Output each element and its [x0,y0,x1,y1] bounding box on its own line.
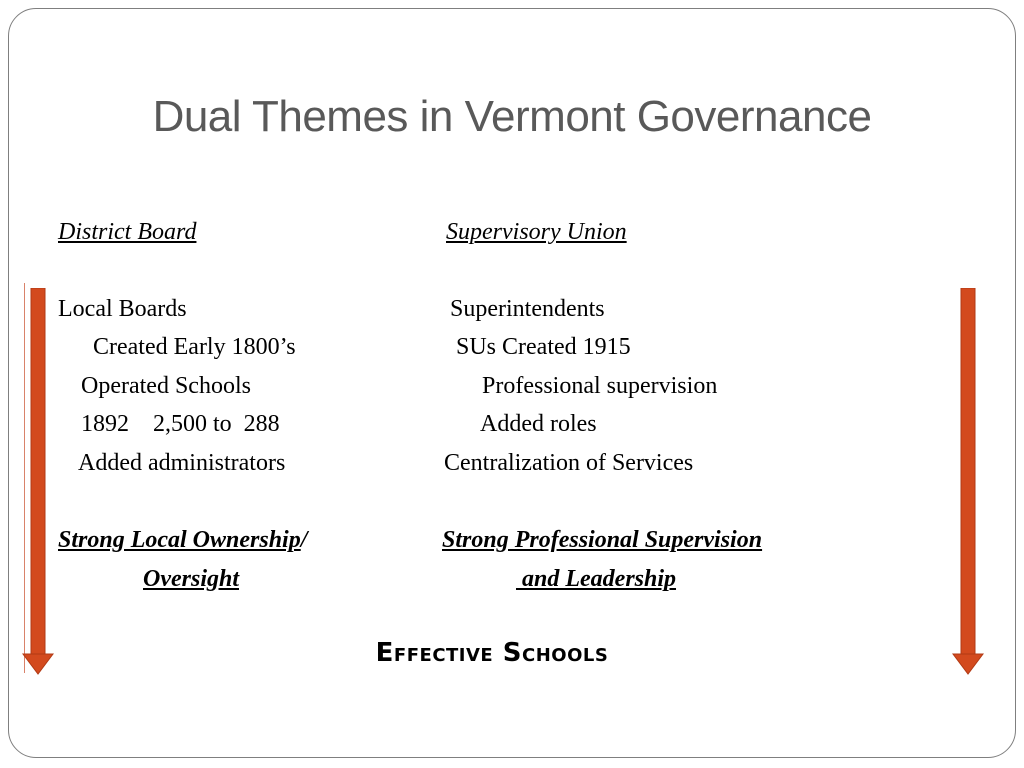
right-theme-line-1: Strong Professional Supervision [442,527,763,553]
right-line-5: Centralization of Services [444,450,694,476]
left-theme-line-1 [58,526,307,554]
left-line-1: Local Boards [58,296,187,322]
left-line-2: Created Early 1800’s [93,334,296,360]
down-arrow-left-icon [20,288,56,678]
right-theme-line-2: and Leadership [516,566,677,592]
slide-title: Dual Themes in Vermont Governance [152,92,872,141]
effective-schools-heading: Effective Schools [375,638,609,668]
right-line-1: Superintendents [450,296,605,322]
left-line-5: Added administrators [78,450,286,476]
right-line-4: Added roles [480,411,597,437]
left-column-header: District Board [58,219,197,245]
left-theme-line-2: Oversight [143,566,239,592]
left-theme-text-1: Strong Local Ownership [58,527,301,553]
left-line-3: Operated Schools [81,373,251,399]
right-line-2: SUs Created 1915 [456,334,631,360]
left-line-4: 1892 2,500 to 288 [81,411,280,437]
right-line-3: Professional supervision [482,373,718,399]
right-column-header: Supervisory Union [446,219,627,245]
down-arrow-right-icon [950,288,986,678]
theme-slash: / [300,527,308,553]
